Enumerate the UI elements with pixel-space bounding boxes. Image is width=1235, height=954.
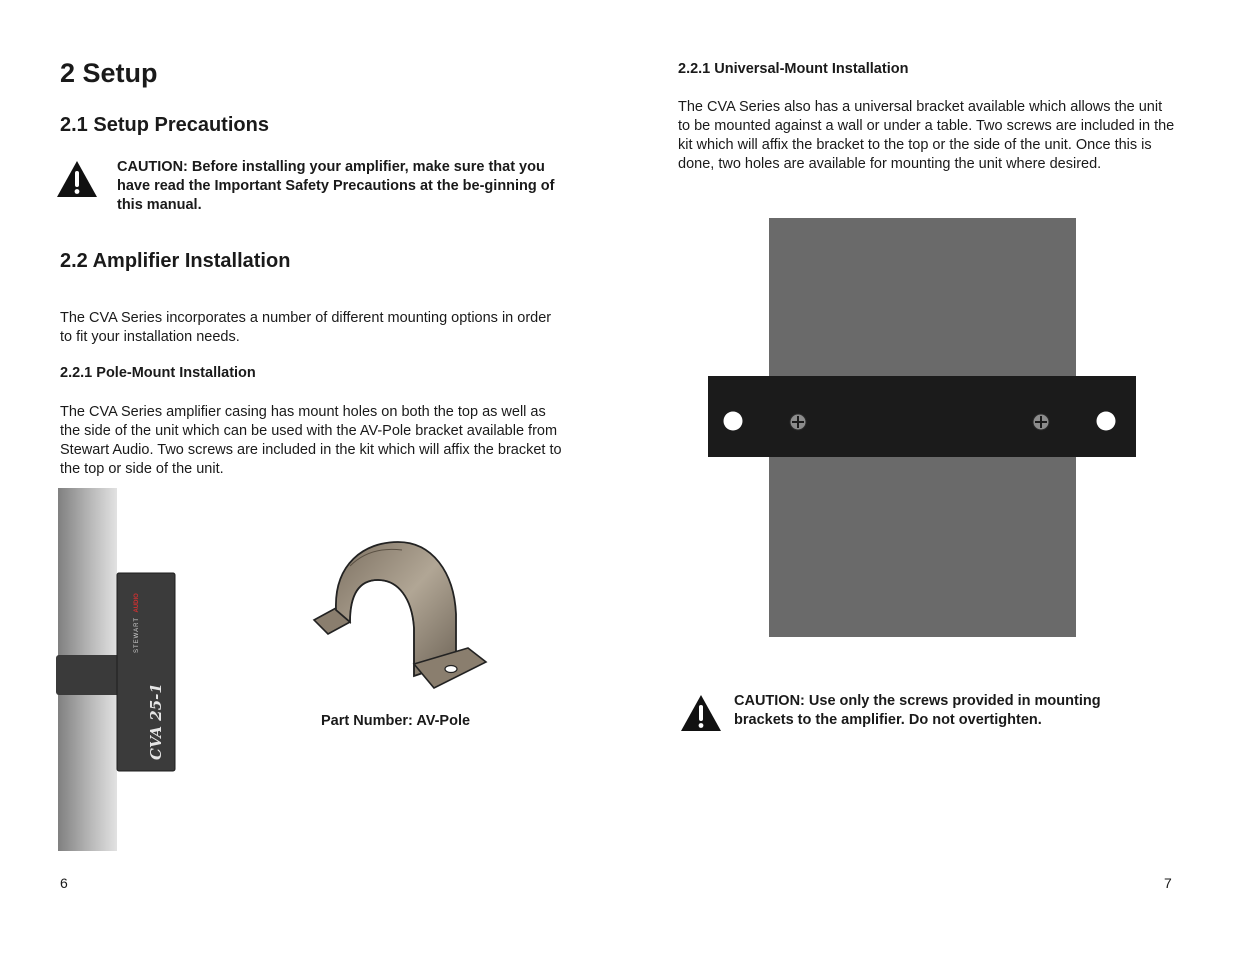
unit-brand-logo <box>125 583 147 653</box>
caution-note-screws: CAUTION: Use only the screws provided in mounting brackets to the amplifier. Do not overtighten. <box>734 693 1101 728</box>
page-title: 2 Setup <box>60 58 158 88</box>
unit-brand-name: STEWART <box>134 616 140 653</box>
universal-mount-illustration <box>708 218 1137 638</box>
page-number-left: 6 <box>60 875 68 891</box>
pole-mount-heading: 2.2.1 Pole-Mount Installation <box>60 365 256 381</box>
warning-icon <box>56 160 98 198</box>
universal-mount-heading: 2.2.1 Universal-Mount Installation <box>678 61 909 77</box>
installation-intro: The CVA Series incorporates a number of different mounting options in order to fit your installation needs. <box>60 310 552 345</box>
pole-mount-text: The CVA Series amplifier casing has mount holes on both the top as well as the side of the unit which can be used with the AV-Pole bracket available from Stewart Audio. Two screws are included in the kit which will affix the bracket to the top or side of the unit. <box>60 404 562 477</box>
unit-model-label-wrap <box>147 683 167 840</box>
unit-model-label: CVA 25-1 <box>147 683 165 760</box>
universal-bracket <box>708 376 1136 457</box>
universal-mount-text: The CVA Series also has a universal bracket available which allows the unit to be mounted against a wall or under a table. Two screws are included in the kit which will affix the bracket to the top or the side of the unit. Once this is done, two holes are available for mounting the unit where desired. <box>678 99 1175 172</box>
part-number-label: Part Number: AV-Pole <box>321 713 471 729</box>
page-number-right: 7 <box>1164 875 1172 891</box>
warning-icon <box>680 694 722 732</box>
unit-brand-sub: AUDIO <box>134 593 140 613</box>
av-pole-bracket-illustration <box>310 536 490 694</box>
caution-note-safety: CAUTION: Before installing your amplifier, make sure that you have read the Important Safety Precautions at the be-ginning of this manual. <box>117 159 555 213</box>
pole-mount-illustration <box>56 488 180 851</box>
section-heading-amplifier-installation: 2.2 Amplifier Installation <box>60 250 291 272</box>
section-heading-setup-precautions: 2.1 Setup Precautions <box>60 114 269 136</box>
